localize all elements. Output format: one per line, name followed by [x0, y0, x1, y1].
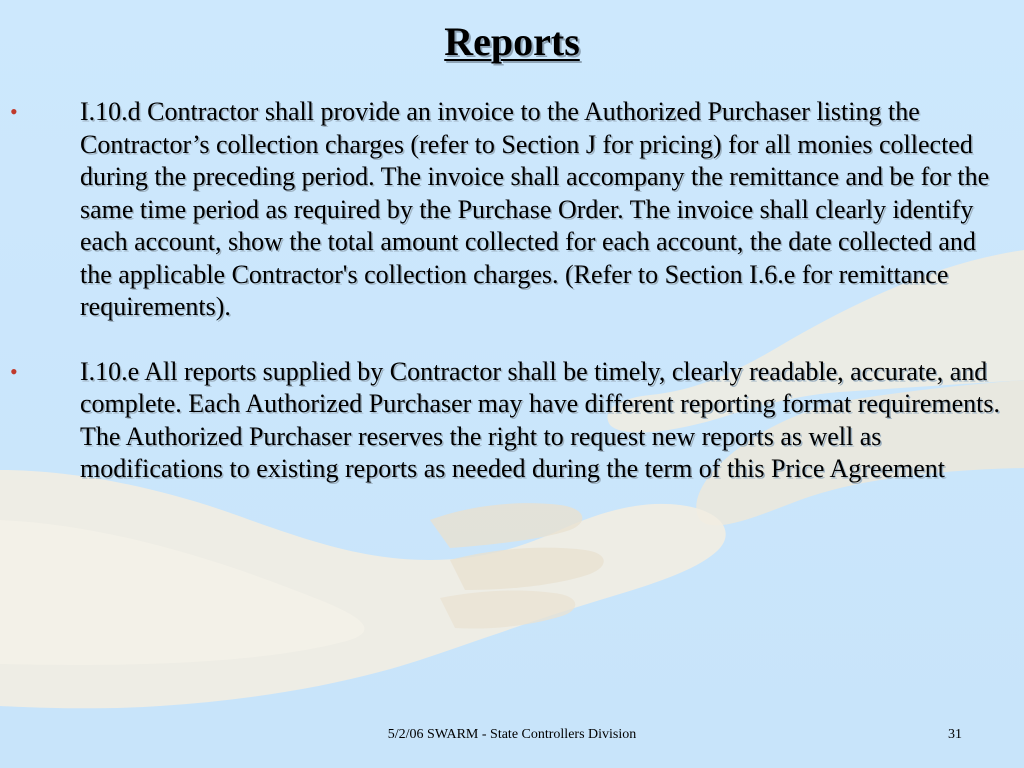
- footer-text: 5/2/06 SWARM - State Controllers Division: [387, 727, 637, 742]
- slide-title: Reports: [444, 19, 580, 64]
- page-number: 31: [948, 727, 962, 742]
- bullet-item-i10d: [0, 96, 1024, 324]
- bullet-marker-icon: •: [10, 358, 18, 384]
- bullet-list: [0, 96, 1024, 518]
- bullet-text: I.10.d Contractor shall provide an invoice to the Authorized Purchaser listing the Contractor’s collection charges (refer to Section J for pricing) for all monies collected during the preceding period. The invoice shall accompany the remittance and be for the same time period as required by the Purchase Order. The invoice shall clearly identify each account, show the total amount collected for each account, the date collected and the applicable Contractor's collection charges. (Refer to Section I.6.e for remittance requirements).: [80, 97, 990, 321]
- bullet-item-i10e: [0, 356, 1024, 486]
- bullet-text: I.10.e All reports supplied by Contractor shall be timely, clearly readable, accurate, and complete. Each Authorized Purchaser may have different reporting format requirements. The Authorized Purchaser reserves the right to request new reports as well as modifications to existing reports as needed during the term of this Price Agreement: [80, 356, 1001, 483]
- bullet-marker-icon: •: [10, 99, 18, 124]
